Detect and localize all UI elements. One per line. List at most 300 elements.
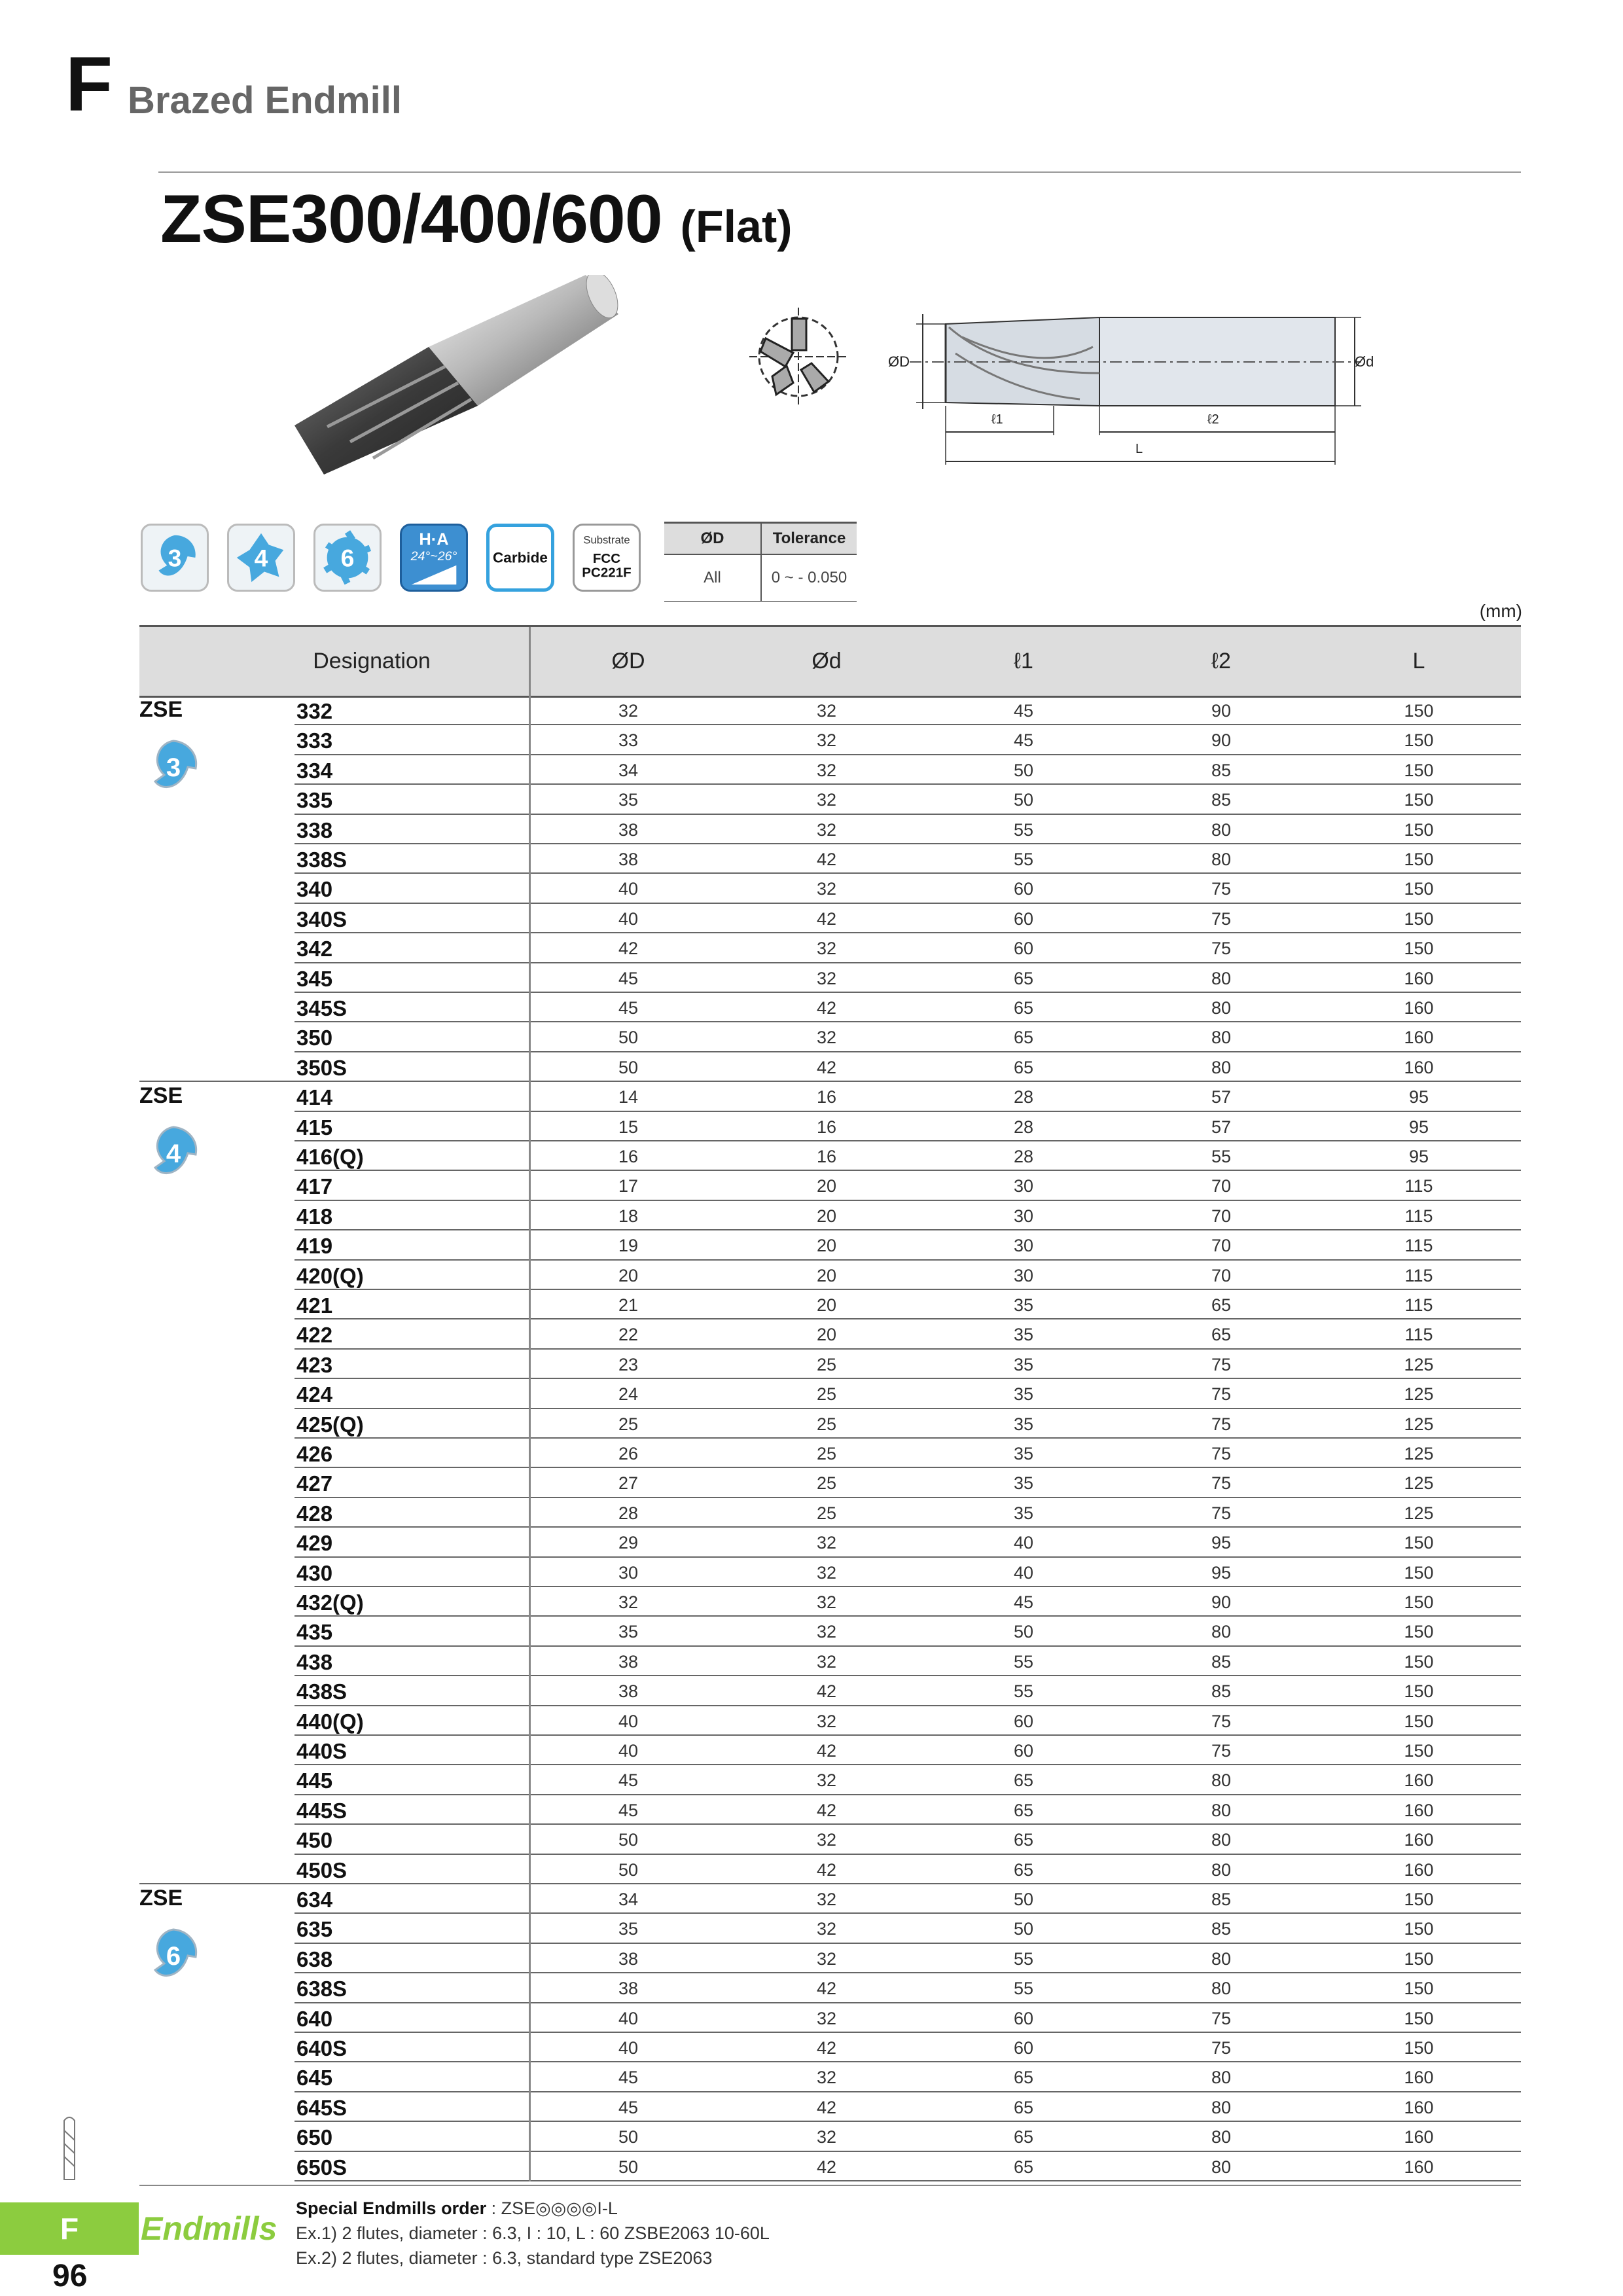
value-cell: 32 (816, 2068, 837, 2088)
designation-cell: 638 (296, 1946, 333, 1971)
value-cell: 70 (1211, 1265, 1232, 1285)
designation-cell: 450 (296, 1828, 333, 1853)
value-cell: 20 (816, 1265, 837, 1285)
value-cell: 80 (1211, 2097, 1232, 2117)
value-cell: 75 (1211, 1414, 1232, 1434)
value-cell: 60 (1013, 1711, 1034, 1731)
value-cell: 16 (816, 1087, 837, 1107)
value-cell: 80 (1211, 1979, 1232, 1999)
value-cell: 95 (1211, 1562, 1232, 1583)
value-cell: 125 (1404, 1473, 1434, 1494)
table-row (139, 2092, 1521, 2122)
value-cell: 55 (1013, 1681, 1034, 1702)
value-cell: 15 (618, 1117, 639, 1137)
value-cell: 38 (618, 1651, 639, 1672)
table-row (139, 2152, 1521, 2181)
value-cell: 57 (1211, 1087, 1232, 1107)
tolerance-header-tolerance: Tolerance (761, 523, 857, 555)
value-cell: 80 (1211, 1830, 1232, 1850)
value-cell: 85 (1211, 760, 1232, 780)
value-cell: 32 (618, 701, 639, 721)
value-cell: 16 (816, 1147, 837, 1166)
value-cell: 80 (1211, 1800, 1232, 1820)
value-cell: 25 (816, 1414, 837, 1434)
value-cell: 80 (1211, 1948, 1232, 1969)
value-cell: 65 (1013, 1057, 1034, 1077)
label-L: L (1135, 442, 1143, 456)
value-cell: 50 (618, 2127, 639, 2147)
designation-cell: 342 (296, 937, 333, 961)
value-cell: 45 (1013, 1592, 1034, 1612)
value-cell: 42 (618, 939, 639, 959)
designation-cell: 438 (296, 1649, 333, 1674)
value-cell: 150 (1404, 1533, 1434, 1553)
value-cell: 125 (1404, 1384, 1434, 1405)
value-cell: 50 (1013, 1890, 1034, 1909)
value-cell: 20 (816, 1295, 837, 1315)
designation-cell: 432(Q) (296, 1590, 364, 1615)
value-cell: 32 (816, 879, 837, 899)
value-cell: 150 (1404, 1919, 1434, 1939)
value-cell: 90 (1211, 730, 1232, 751)
value-cell: 45 (618, 2097, 639, 2117)
label-l2: ℓ2 (1207, 412, 1219, 427)
table-row (139, 1171, 1521, 1200)
designation-cell: 350S (296, 1055, 348, 1080)
header-designation: Designation (313, 649, 431, 673)
value-cell: 95 (1408, 1147, 1429, 1166)
flute-count-label: 3 (166, 753, 181, 782)
designation-cell: 426 (296, 1442, 333, 1466)
value-cell: 32 (816, 819, 837, 840)
designation-cell: 419 (296, 1234, 333, 1259)
value-cell: 70 (1211, 1206, 1232, 1226)
value-cell: 27 (618, 1473, 639, 1494)
value-cell: 65 (1013, 2157, 1034, 2177)
designation-cell: 438S (296, 1679, 348, 1704)
value-cell: 60 (1013, 879, 1034, 899)
table-row (139, 2033, 1521, 2062)
value-cell: 20 (816, 1236, 837, 1256)
header-small-d: Ød (812, 649, 842, 673)
value-cell: 60 (1013, 2038, 1034, 2058)
value-cell: 50 (618, 2157, 639, 2177)
value-cell: 32 (816, 1919, 837, 1939)
value-cell: 80 (1211, 819, 1232, 840)
value-cell: 25 (816, 1354, 837, 1374)
designation-cell: 335 (296, 788, 333, 813)
value-cell: 45 (618, 998, 639, 1018)
value-cell: 32 (816, 2008, 837, 2028)
value-cell: 160 (1404, 968, 1434, 988)
table-row (139, 1647, 1521, 1676)
designation-cell: 445 (296, 1768, 333, 1793)
value-cell: 23 (618, 1354, 639, 1374)
substrate-icon (573, 524, 641, 592)
value-cell: 32 (816, 1622, 837, 1642)
product-title-main: ZSE300/400/600 (160, 181, 662, 257)
label-l1: ℓ1 (991, 412, 1003, 427)
value-cell: 125 (1404, 1444, 1434, 1463)
value-cell: 80 (1211, 998, 1232, 1018)
table-row (139, 1884, 1521, 1914)
value-cell: 45 (1013, 701, 1034, 721)
value-cell: 32 (816, 1562, 837, 1583)
table-row (139, 1052, 1521, 1082)
carbide-label: Carbide (493, 549, 548, 566)
table-row (139, 1795, 1521, 1825)
designation-cell: 350 (296, 1026, 333, 1050)
value-cell: 42 (816, 1057, 837, 1077)
value-cell: 75 (1211, 908, 1232, 929)
value-cell: 75 (1211, 1354, 1232, 1374)
table-row (139, 844, 1521, 874)
flute-3-label: 3 (168, 544, 182, 572)
designation-cell: 414 (296, 1085, 333, 1110)
value-cell: 32 (816, 1533, 837, 1553)
value-cell: 25 (618, 1414, 639, 1434)
value-cell: 17 (618, 1176, 639, 1196)
value-cell: 32 (816, 1592, 837, 1612)
value-cell: 75 (1211, 1711, 1232, 1731)
designation-cell: 645S (296, 2095, 348, 2120)
value-cell: 55 (1013, 1948, 1034, 1969)
substrate-line2: PC221F (582, 565, 632, 581)
value-cell: 70 (1211, 1236, 1232, 1256)
value-cell: 65 (1013, 2097, 1034, 2117)
value-cell: 30 (1013, 1265, 1034, 1285)
value-cell: 75 (1211, 1444, 1232, 1463)
value-cell: 25 (816, 1384, 837, 1405)
value-cell: 80 (1211, 1028, 1232, 1048)
value-cell: 65 (1013, 1859, 1034, 1880)
value-cell: 50 (618, 1057, 639, 1077)
value-cell: 75 (1211, 1384, 1232, 1405)
value-cell: 80 (1211, 1057, 1232, 1077)
table-row (139, 1468, 1521, 1498)
value-cell: 80 (1211, 850, 1232, 869)
value-cell: 150 (1404, 1948, 1434, 1969)
value-cell: 19 (618, 1236, 639, 1256)
designation-cell: 417 (296, 1174, 333, 1199)
value-cell: 35 (618, 1622, 639, 1642)
helix-value: 24°~26° (410, 548, 457, 564)
substrate-title: Substrate (583, 533, 630, 547)
value-cell: 75 (1211, 1503, 1232, 1523)
value-cell: 50 (618, 1859, 639, 1880)
designation-cell: 345 (296, 966, 333, 991)
table-row (139, 1290, 1521, 1319)
designation-cell: 334 (296, 758, 333, 783)
value-cell: 40 (1013, 1533, 1034, 1553)
value-cell: 38 (618, 1681, 639, 1702)
value-cell: 160 (1404, 2127, 1434, 2147)
unit-label: (mm) (1479, 601, 1522, 621)
table-row (139, 1825, 1521, 1854)
table-row (139, 933, 1521, 963)
value-cell: 50 (618, 1028, 639, 1048)
value-cell: 80 (1211, 2127, 1232, 2147)
value-cell: 150 (1404, 1741, 1434, 1761)
series-label: ZSE (139, 1083, 183, 1109)
value-cell: 21 (618, 1295, 639, 1315)
table-row (139, 1944, 1521, 1973)
table-row (139, 1587, 1521, 1617)
designation-cell: 427 (296, 1471, 333, 1496)
designation-cell: 421 (296, 1293, 333, 1318)
value-cell: 160 (1404, 998, 1434, 1018)
value-cell: 25 (816, 1503, 837, 1523)
value-cell: 42 (816, 1681, 837, 1702)
table-row (139, 815, 1521, 844)
value-cell: 50 (1013, 1919, 1034, 1939)
value-cell: 32 (816, 968, 837, 988)
value-cell: 160 (1404, 2157, 1434, 2177)
table-row (139, 1706, 1521, 1736)
value-cell: 160 (1404, 1800, 1434, 1820)
value-cell: 65 (1211, 1295, 1232, 1315)
value-cell: 65 (1013, 2068, 1034, 2088)
value-cell: 20 (816, 1206, 837, 1226)
value-cell: 32 (816, 790, 837, 810)
page-number: 96 (52, 2259, 88, 2293)
value-cell: 35 (1013, 1384, 1034, 1405)
table-row (139, 1261, 1521, 1290)
value-cell: 95 (1408, 1087, 1429, 1107)
value-cell: 115 (1404, 1265, 1433, 1285)
value-cell: 38 (618, 1979, 639, 1999)
value-cell: 160 (1404, 1859, 1434, 1880)
value-cell: 30 (1013, 1206, 1034, 1226)
notes-title-line (296, 2196, 770, 2221)
value-cell: 40 (1013, 1562, 1034, 1583)
label-od: ØD (888, 353, 910, 370)
designation-cell: 418 (296, 1204, 333, 1229)
value-cell: 150 (1404, 908, 1434, 929)
value-cell: 65 (1013, 1770, 1034, 1791)
value-cell: 80 (1211, 2157, 1232, 2177)
value-cell: 35 (1013, 1473, 1034, 1494)
value-cell: 75 (1211, 939, 1232, 959)
helix-label: H·A (419, 530, 449, 549)
designation-cell: 428 (296, 1501, 333, 1526)
value-cell: 65 (1013, 1028, 1034, 1048)
value-cell: 115 (1404, 1206, 1433, 1226)
value-cell: 95 (1211, 1533, 1232, 1553)
value-cell: 35 (1013, 1325, 1034, 1345)
value-cell: 35 (1013, 1354, 1034, 1374)
table-row (139, 963, 1521, 993)
value-cell: 125 (1404, 1503, 1434, 1523)
designation-cell: 640 (296, 2006, 333, 2031)
value-cell: 35 (618, 1919, 639, 1939)
value-cell: 75 (1211, 1741, 1232, 1761)
table-row (139, 1558, 1521, 1587)
value-cell: 160 (1404, 1830, 1434, 1850)
value-cell: 45 (618, 968, 639, 988)
flute-count-label: 4 (166, 1139, 181, 1169)
value-cell: 55 (1013, 850, 1034, 869)
header-l1: ℓ1 (1014, 649, 1033, 673)
value-cell: 150 (1404, 760, 1434, 780)
designation-cell: 640S (296, 2036, 348, 2060)
value-cell: 150 (1404, 701, 1434, 721)
notes-title: Special Endmills order (296, 2198, 487, 2218)
value-cell: 32 (816, 1770, 837, 1791)
section-title: Brazed Endmill (128, 79, 402, 122)
series-label: ZSE (139, 1886, 183, 1910)
value-cell: 95 (1408, 1117, 1429, 1137)
spec-table-header (139, 625, 1521, 698)
value-cell: 65 (1013, 1830, 1034, 1850)
value-cell: 150 (1404, 1592, 1434, 1612)
value-cell: 32 (816, 1890, 837, 1909)
value-cell: 42 (816, 1741, 837, 1761)
table-row (139, 1379, 1521, 1408)
value-cell: 50 (1013, 790, 1034, 810)
value-cell: 35 (1013, 1503, 1034, 1523)
value-cell: 40 (618, 908, 639, 929)
table-row (139, 904, 1521, 933)
designation-cell: 423 (296, 1352, 333, 1377)
designation-cell: 424 (296, 1382, 333, 1407)
value-cell: 50 (618, 1830, 639, 1850)
flute-4-label: 4 (254, 544, 268, 572)
endmill-photo (288, 275, 628, 478)
value-cell: 28 (1013, 1087, 1034, 1107)
table-row (139, 1914, 1521, 1943)
flute-3-icon (141, 524, 209, 592)
designation-cell: 650 (296, 2125, 333, 2150)
table-row (139, 1973, 1521, 2003)
value-cell: 28 (1013, 1117, 1034, 1137)
designation-cell: 338S (296, 848, 348, 872)
value-cell: 24 (618, 1384, 639, 1405)
designation-cell: 429 (296, 1531, 333, 1556)
value-cell: 80 (1211, 2068, 1232, 2088)
value-cell: 150 (1404, 819, 1434, 840)
dimension-diagram (883, 275, 1387, 471)
table-row (139, 1201, 1521, 1230)
value-cell: 32 (816, 730, 837, 751)
table-row (139, 1022, 1521, 1052)
designation-cell: 650S (296, 2155, 348, 2179)
value-cell: 150 (1404, 790, 1434, 810)
value-cell: 80 (1211, 1622, 1232, 1642)
value-cell: 35 (1013, 1444, 1034, 1463)
value-cell: 29 (618, 1533, 639, 1553)
helix-angle-icon (400, 524, 468, 592)
value-cell: 85 (1211, 1681, 1232, 1702)
flute-6-icon (313, 524, 382, 592)
value-cell: 125 (1404, 1354, 1434, 1374)
value-cell: 70 (1211, 1176, 1232, 1196)
value-cell: 65 (1013, 1800, 1034, 1820)
footer-section-tab: F (0, 2202, 139, 2255)
value-cell: 150 (1404, 1979, 1434, 1999)
value-cell: 33 (618, 730, 639, 751)
product-title-suffix: (Flat) (680, 201, 793, 252)
value-cell: 14 (618, 1087, 639, 1107)
table-row (139, 785, 1521, 814)
value-cell: 150 (1404, 1681, 1434, 1702)
tolerance-cell-value: 0 ~ - 0.050 (761, 554, 857, 601)
value-cell: 32 (816, 1028, 837, 1048)
table-row (139, 2062, 1521, 2092)
value-cell: 34 (618, 760, 639, 780)
value-cell: 55 (1013, 1979, 1034, 1999)
value-cell: 42 (816, 2157, 837, 2177)
table-row (139, 696, 1521, 725)
value-cell: 42 (816, 1800, 837, 1820)
series-label: ZSE (139, 697, 183, 722)
value-cell: 20 (816, 1176, 837, 1196)
value-cell: 42 (816, 2097, 837, 2117)
value-cell: 90 (1211, 1592, 1232, 1612)
value-cell: 25 (816, 1444, 837, 1463)
value-cell: 32 (816, 1711, 837, 1731)
value-cell: 80 (1211, 968, 1232, 988)
value-cell: 30 (1013, 1176, 1034, 1196)
notes-example-1: Ex.1) 2 flutes, diameter : 6.3, I : 10, L : 60 ZSBE2063 10-60L (296, 2223, 770, 2243)
value-cell: 65 (1013, 998, 1034, 1018)
value-cell: 90 (1211, 701, 1232, 721)
table-row (139, 1855, 1521, 1884)
table-row (139, 1676, 1521, 1706)
value-cell: 20 (816, 1325, 837, 1345)
value-cell: 150 (1404, 1651, 1434, 1672)
title-divider (158, 171, 1521, 173)
value-cell: 45 (618, 2068, 639, 2088)
value-cell: 32 (816, 1651, 837, 1672)
header-l2: ℓ2 (1211, 649, 1231, 673)
designation-cell: 345S (296, 996, 348, 1020)
designation-cell: 430 (296, 1560, 333, 1585)
table-row (139, 1409, 1521, 1439)
designation-cell: 425(Q) (296, 1412, 364, 1437)
table-row (139, 1765, 1521, 1795)
table-row (139, 1439, 1521, 1468)
value-cell: 32 (816, 1948, 837, 1969)
designation-cell: 340S (296, 906, 348, 931)
value-cell: 150 (1404, 2008, 1434, 2028)
value-cell: 85 (1211, 1651, 1232, 1672)
flute-4-icon (227, 524, 295, 592)
table-row (139, 874, 1521, 903)
value-cell: 42 (816, 1979, 837, 1999)
value-cell: 42 (816, 1859, 837, 1880)
value-cell: 42 (816, 2038, 837, 2058)
value-cell: 35 (618, 790, 639, 810)
value-cell: 115 (1404, 1236, 1433, 1256)
value-cell: 38 (618, 850, 639, 869)
label-small-d: Ød (1355, 353, 1374, 370)
value-cell: 50 (1013, 1622, 1034, 1642)
value-cell: 42 (816, 908, 837, 929)
value-cell: 115 (1404, 1325, 1433, 1345)
row-divider (294, 2180, 1521, 2181)
value-cell: 160 (1404, 1057, 1434, 1077)
designation-cell: 340 (296, 877, 333, 902)
value-cell: 160 (1404, 2068, 1434, 2088)
substrate-line1: FCC (592, 550, 621, 566)
value-cell: 75 (1211, 2038, 1232, 2058)
value-cell: 150 (1404, 1890, 1434, 1909)
value-cell: 40 (618, 2038, 639, 2058)
value-cell: 20 (618, 1265, 639, 1285)
table-row (139, 725, 1521, 755)
table-row (139, 1528, 1521, 1557)
